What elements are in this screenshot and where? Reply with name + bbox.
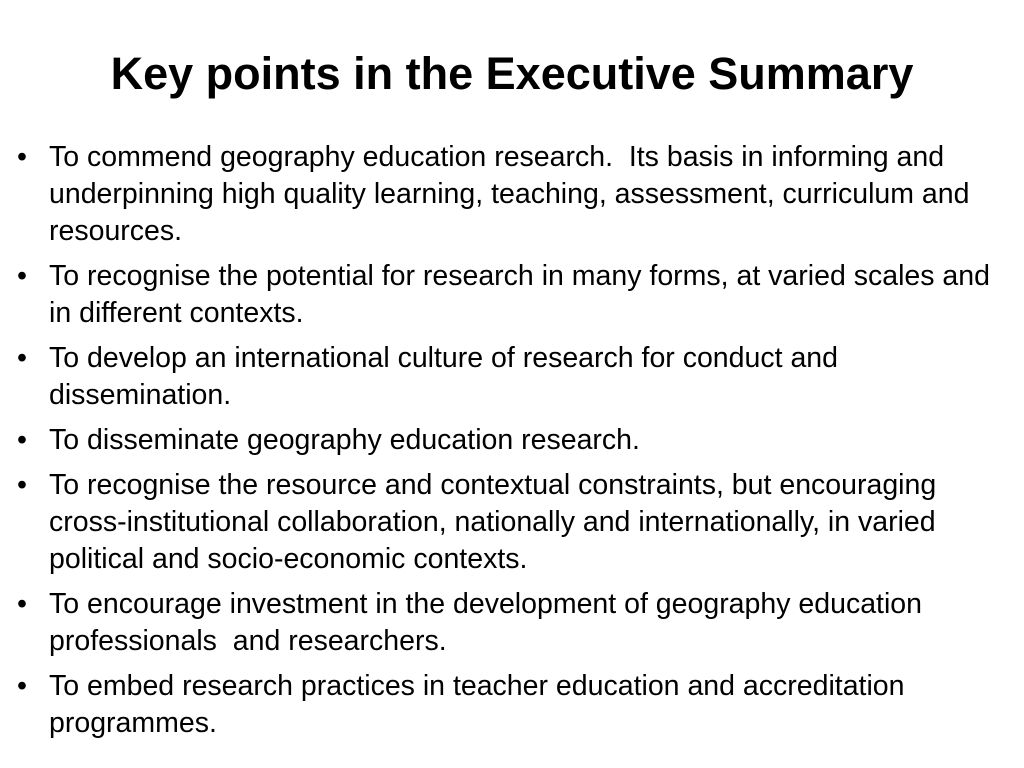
bullet-icon: • bbox=[17, 469, 27, 501]
bullet-item bbox=[0, 139, 1024, 250]
bullet-icon: • bbox=[17, 260, 27, 292]
bullet-item bbox=[0, 258, 1024, 332]
bullet-item bbox=[0, 422, 1024, 459]
bullet-text: To commend geography education research. Its basis in informing and underpinning high quality learning, teaching, assessment, curriculum and resources. bbox=[49, 141, 978, 247]
bullet-item bbox=[0, 668, 1024, 742]
bullet-icon: • bbox=[17, 141, 27, 173]
bullet-item bbox=[0, 467, 1024, 578]
bullet-text: To recognise the potential for research in many forms, at varied scales and in different contexts. bbox=[49, 260, 998, 329]
bullet-list bbox=[0, 139, 1024, 750]
bullet-text: To develop an international culture of research for conduct and dissemination. bbox=[49, 342, 846, 411]
slide-title: Key points in the Executive Summary bbox=[110, 48, 914, 99]
bullet-icon: • bbox=[17, 588, 27, 620]
bullet-item bbox=[0, 340, 1024, 414]
bullet-icon: • bbox=[17, 670, 27, 702]
bullet-icon: • bbox=[17, 342, 27, 374]
bullet-text: To encourage investment in the development of geography education professionals and researchers. bbox=[49, 588, 930, 657]
bullet-text: To disseminate geography education research. bbox=[49, 424, 640, 456]
bullet-text: To recognise the resource and contextual constraints, but encouraging cross-institutional collaboration, nationally and internationally, in varied political and socio-economic contexts. bbox=[49, 469, 945, 575]
bullet-icon: • bbox=[17, 424, 27, 456]
bullet-text: To embed research practices in teacher education and accreditation programmes. bbox=[49, 670, 913, 739]
bullet-item bbox=[0, 586, 1024, 660]
